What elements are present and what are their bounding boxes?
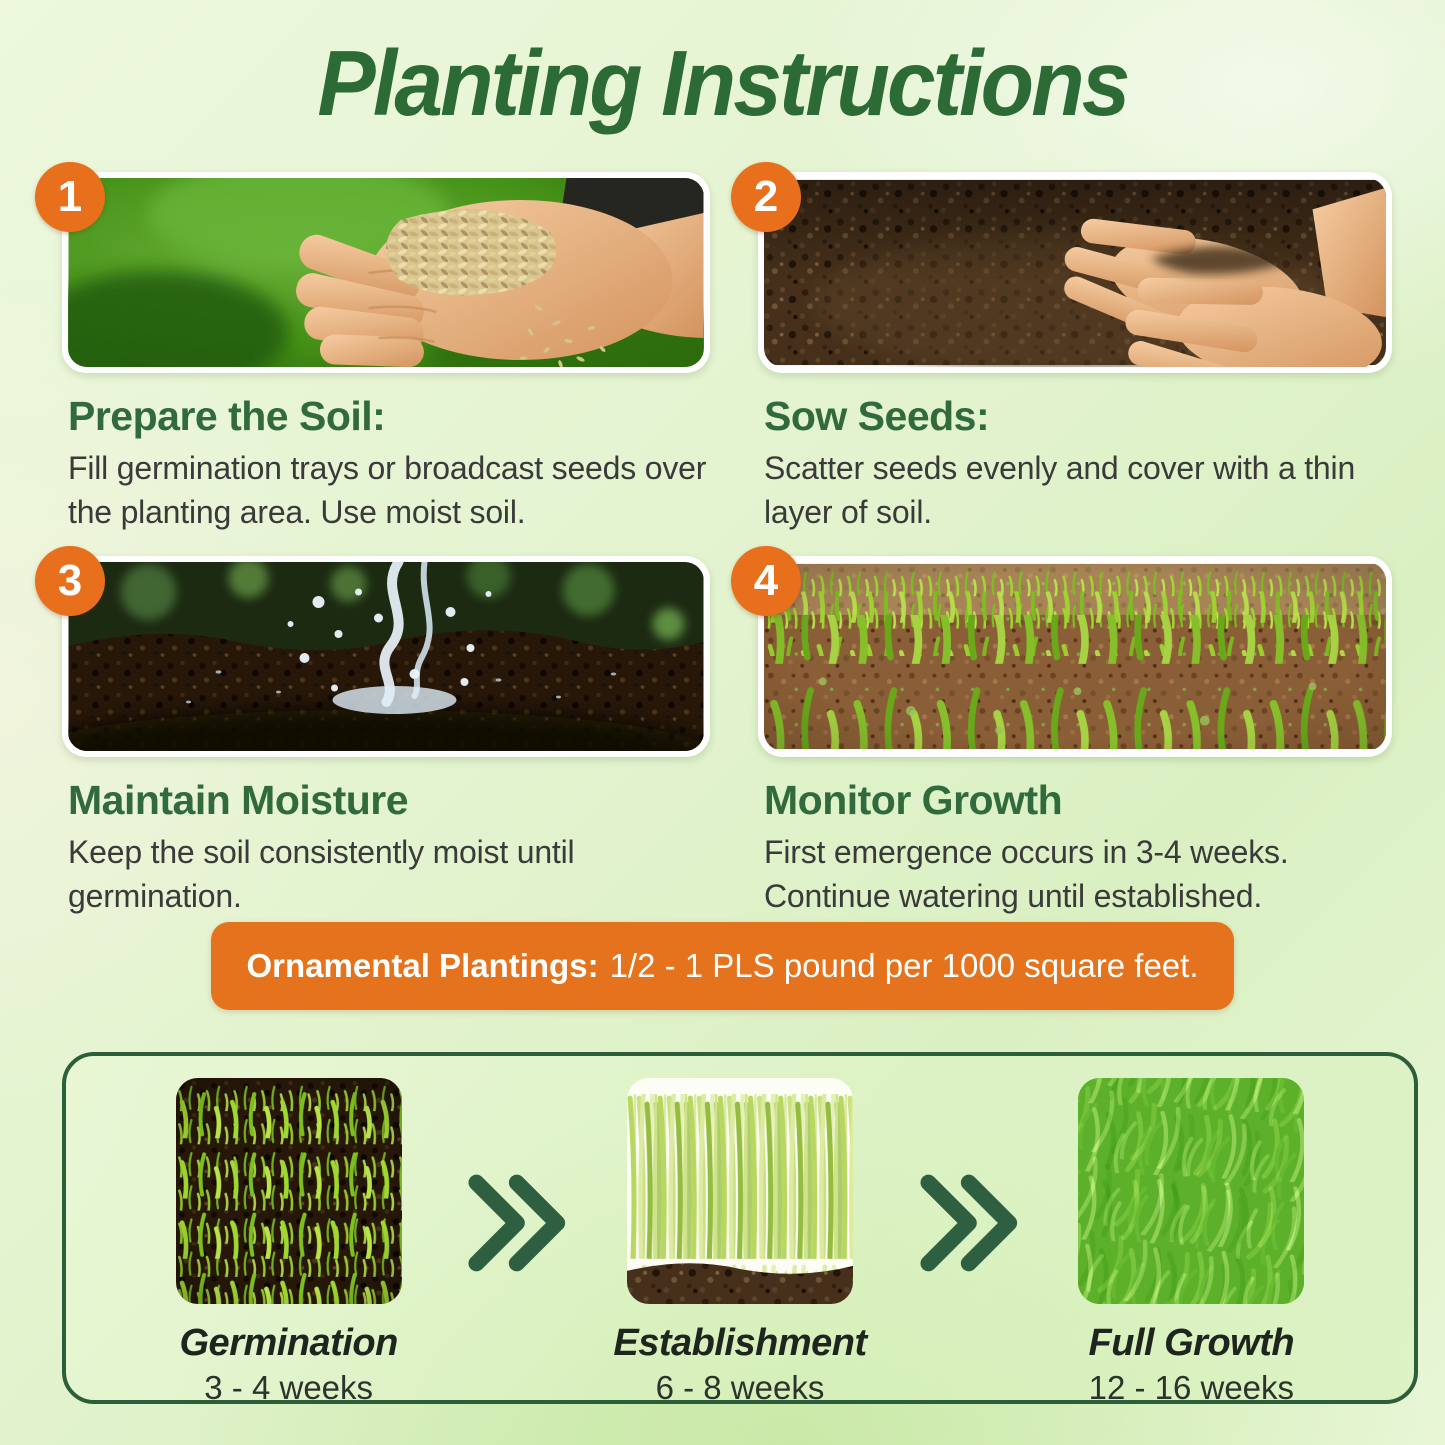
step-1-photo-hand-broadcasting-seeds — [68, 178, 704, 367]
step-1-number-badge: 1 — [35, 162, 105, 232]
step-1-photo-frame — [57, 172, 710, 373]
step-2-body: Scatter seeds evenly and cover with a thin layer of soil. — [764, 450, 1356, 531]
stage-establishment — [575, 1078, 904, 1407]
full-growth-label: Full Growth — [1088, 1322, 1295, 1364]
step-2-photo-frame — [753, 172, 1392, 373]
double-chevron-icon — [905, 1162, 1027, 1284]
step-3 — [57, 556, 710, 918]
step-2-number-badge: 2 — [731, 162, 801, 232]
step-2-heading: Sow Seeds: — [764, 393, 990, 439]
banner-bold-label: Ornamental Plantings: — [246, 947, 599, 984]
germination-duration: 3 - 4 weeks — [204, 1369, 374, 1406]
step-1-heading: Prepare the Soil: — [68, 393, 386, 439]
full-growth-duration: 12 - 16 weeks — [1088, 1369, 1295, 1406]
establishment-label: Establishment — [613, 1322, 867, 1364]
stage-germination — [124, 1078, 453, 1407]
application-rate-banner — [211, 922, 1234, 1010]
step-4-body: First emergence occurs in 3-4 weeks. Continue watering until established. — [764, 834, 1289, 915]
double-chevron-icon — [453, 1162, 575, 1284]
banner-rate-text: 1/2 - 1 PLS pound per 1000 square feet. — [609, 947, 1199, 984]
step-2-photo-hands-on-soil — [764, 178, 1386, 367]
stage-full-growth — [1027, 1078, 1356, 1407]
step-3-body: Keep the soil consistently moist until germination. — [68, 834, 575, 915]
germination-label: Germination — [179, 1322, 398, 1364]
growth-timeline-panel — [62, 1052, 1418, 1404]
step-3-heading: Maintain Moisture — [68, 777, 409, 823]
step-3-number-badge: 3 — [35, 546, 105, 616]
full-growth-photo — [1078, 1078, 1304, 1304]
step-3-photo-water-splash-on-soil — [68, 562, 704, 751]
step-4-photo-seedling-rows — [764, 562, 1386, 751]
step-1-body: Fill germination trays or broadcast seeds over the planting area. Use moist soil. — [68, 450, 707, 531]
step-3-photo-frame — [57, 556, 710, 757]
step-4 — [753, 556, 1392, 918]
step-2 — [753, 172, 1392, 534]
germination-photo — [176, 1078, 402, 1304]
step-4-heading: Monitor Growth — [764, 777, 1063, 823]
establishment-duration: 6 - 8 weeks — [655, 1369, 825, 1406]
establishment-photo — [627, 1078, 853, 1304]
step-4-number-badge: 4 — [731, 546, 801, 616]
step-1 — [57, 172, 710, 534]
page-title: Planting Instructions — [317, 31, 1128, 135]
step-4-photo-frame — [753, 556, 1392, 757]
